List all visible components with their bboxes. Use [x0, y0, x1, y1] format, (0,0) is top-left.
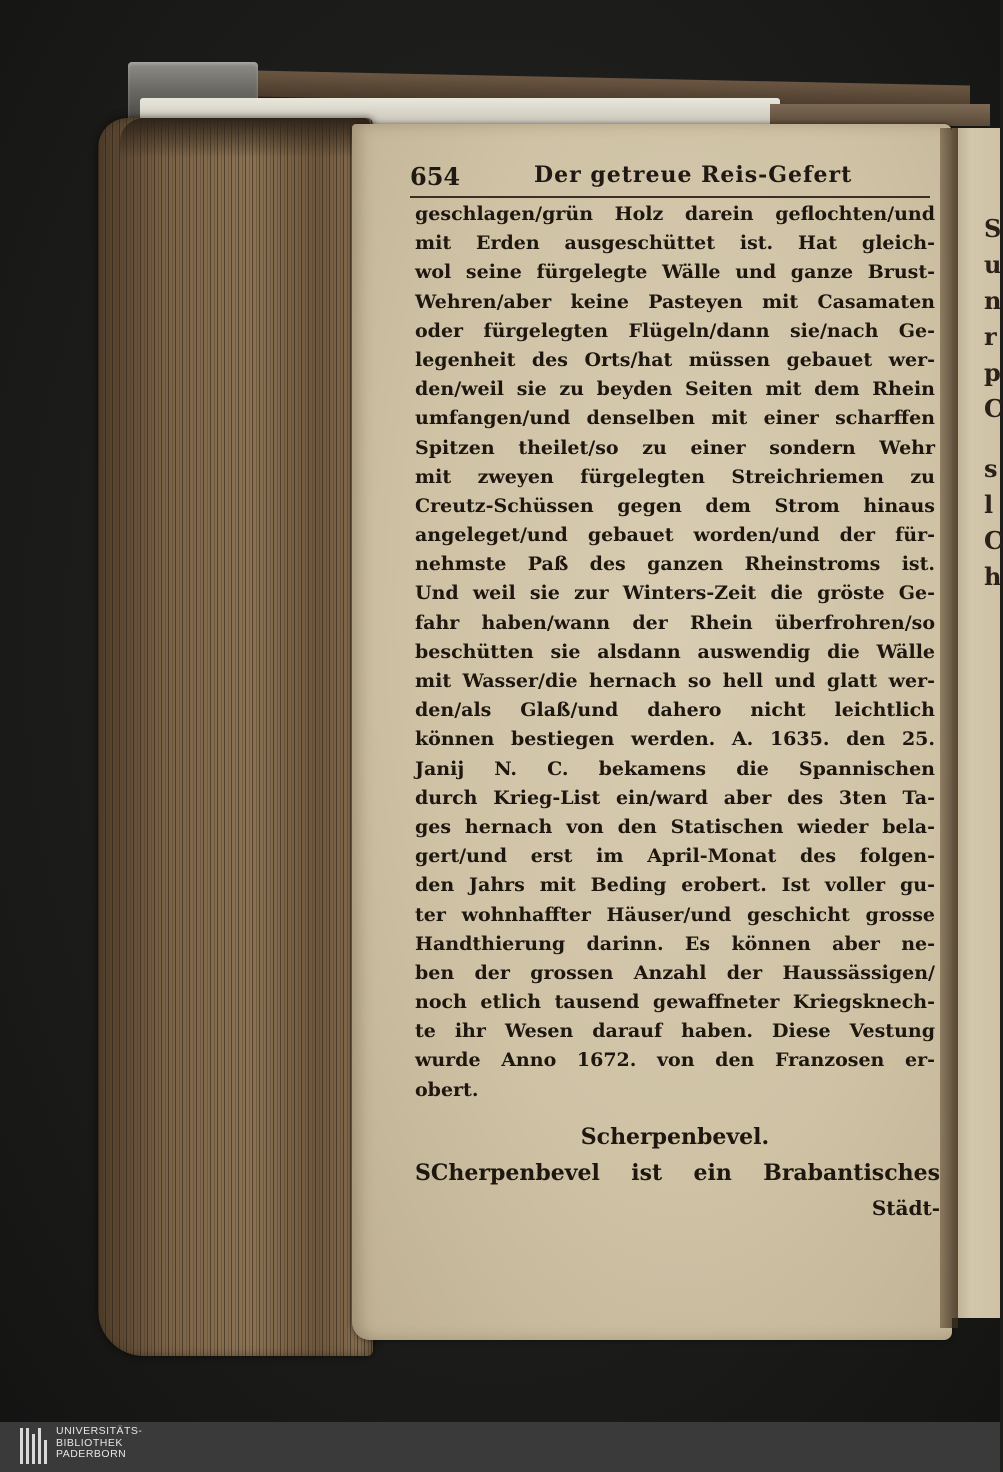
text-line: können bestiegen werden. A. 1635. den 25.	[415, 728, 935, 751]
text-line: wurde Anno 1672. von den Franzosen er-	[415, 1049, 935, 1072]
text-line: mit zweyen fürgelegten Streichriemen zu	[415, 465, 935, 488]
page-number: 654	[410, 162, 461, 191]
text-line: legenheit des Orts/hat müssen gebauet wer-	[415, 348, 935, 371]
cover-top-edge	[770, 104, 990, 126]
text-line: te ihr Wesen darauf haben. Diese Vestung	[415, 1020, 935, 1043]
text-line: beschütten sie alsdann auswendig die Wälle	[415, 640, 935, 663]
facing-page-letters	[984, 212, 1003, 596]
catchword: Städt-	[871, 1196, 940, 1220]
text-line: Handthierung darinn. Es können aber ne-	[415, 932, 935, 955]
text-line: den/als Glaß/und dahero nicht leichtlich	[415, 699, 935, 722]
text-line: nehmste Paß des ganzen Rheinstroms ist.	[415, 553, 935, 576]
text-line: den/weil sie zu beyden Seiten mit dem Rhein	[415, 378, 935, 401]
text-line: mit Wasser/die hernach so hell und glatt wer-	[415, 670, 935, 692]
body-text	[415, 200, 935, 1105]
book-block-shadow	[120, 118, 370, 158]
running-title: Der getreue Reis-Gefert	[534, 162, 853, 188]
running-header	[410, 162, 930, 196]
facing-letter: S	[984, 214, 1002, 243]
facing-letter: l	[984, 490, 994, 519]
text-line: ges hernach von den Statischen wieder bela-	[415, 815, 935, 838]
text-line: mit Erden ausgeschüttet ist. Hat gleich-	[415, 232, 935, 255]
facing-letter: r	[984, 322, 997, 351]
text-line: angeleget/und gebauet worden/und der für-	[415, 524, 935, 547]
text-line: geschlagen/grün Holz darein geflochten/und	[415, 203, 935, 225]
text-line: Wehren/aber keine Pasteyen mit Casamaten	[415, 290, 935, 313]
library-name-line1: UNIVERSITÄTS-	[56, 1425, 143, 1437]
text-line: den Jahrs mit Beding erobert. Ist voller gu-	[415, 874, 935, 897]
section-heading: Scherpenbevel.	[580, 1124, 770, 1150]
text-line: ter wohnhaffter Häuser/und geschicht grosse	[415, 903, 935, 926]
library-name-line3: PADERBORN	[56, 1448, 127, 1460]
initial-word: SCherpenbevel	[415, 1160, 600, 1186]
section-first-line	[415, 1160, 940, 1186]
library-logo-icon	[20, 1428, 48, 1464]
facing-letter: p	[984, 358, 1001, 387]
text-line: noch etlich tausend gewaffneter Kriegsknech-	[415, 991, 935, 1014]
facing-letter: n	[984, 286, 1002, 315]
text-line: Janij N. C. bekamens die Spannischen	[415, 757, 935, 780]
text-line: fahr haben/wann der Rhein überfrohren/so	[415, 611, 935, 634]
text-line: obert.	[415, 1078, 479, 1101]
library-name	[56, 1426, 216, 1461]
text-line: ben der grossen Anzahl der Haussässigen/	[415, 961, 935, 984]
header-rule	[410, 196, 930, 198]
word: Brabantisches	[763, 1160, 940, 1186]
text-line: oder fürgelegten Flügeln/dann sie/nach Ge-	[415, 319, 935, 342]
text-line: Creutz-Schüssen gegen dem Strom hinaus	[415, 494, 935, 517]
text-line: Spitzen theilet/so zu einer sondern Wehr	[415, 436, 935, 459]
facing-letter: C	[984, 394, 1003, 423]
text-line: Und weil sie zur Winters-Zeit die gröste Ge-	[415, 582, 935, 605]
text-line: gert/und erst im April-Monat des folgen-	[415, 845, 935, 868]
library-name-line2: BIBLIOTHEK	[56, 1436, 123, 1449]
book-block-edges	[98, 118, 373, 1356]
facing-letter: h	[984, 562, 1002, 591]
facing-letter: C	[984, 526, 1003, 555]
facing-letter: u	[984, 250, 1002, 279]
word: ist	[631, 1160, 663, 1186]
text-line: umfangen/und denselben mit einer scharffen	[415, 407, 935, 430]
text-line: wol seine fürgelegte Wälle und ganze Brust-	[415, 261, 935, 284]
text-line: durch Krieg-List ein/ward aber des 3ten Ta-	[415, 786, 935, 809]
page-gutter	[940, 128, 958, 1328]
word: ein	[693, 1160, 732, 1186]
facing-letter: s	[984, 454, 998, 483]
